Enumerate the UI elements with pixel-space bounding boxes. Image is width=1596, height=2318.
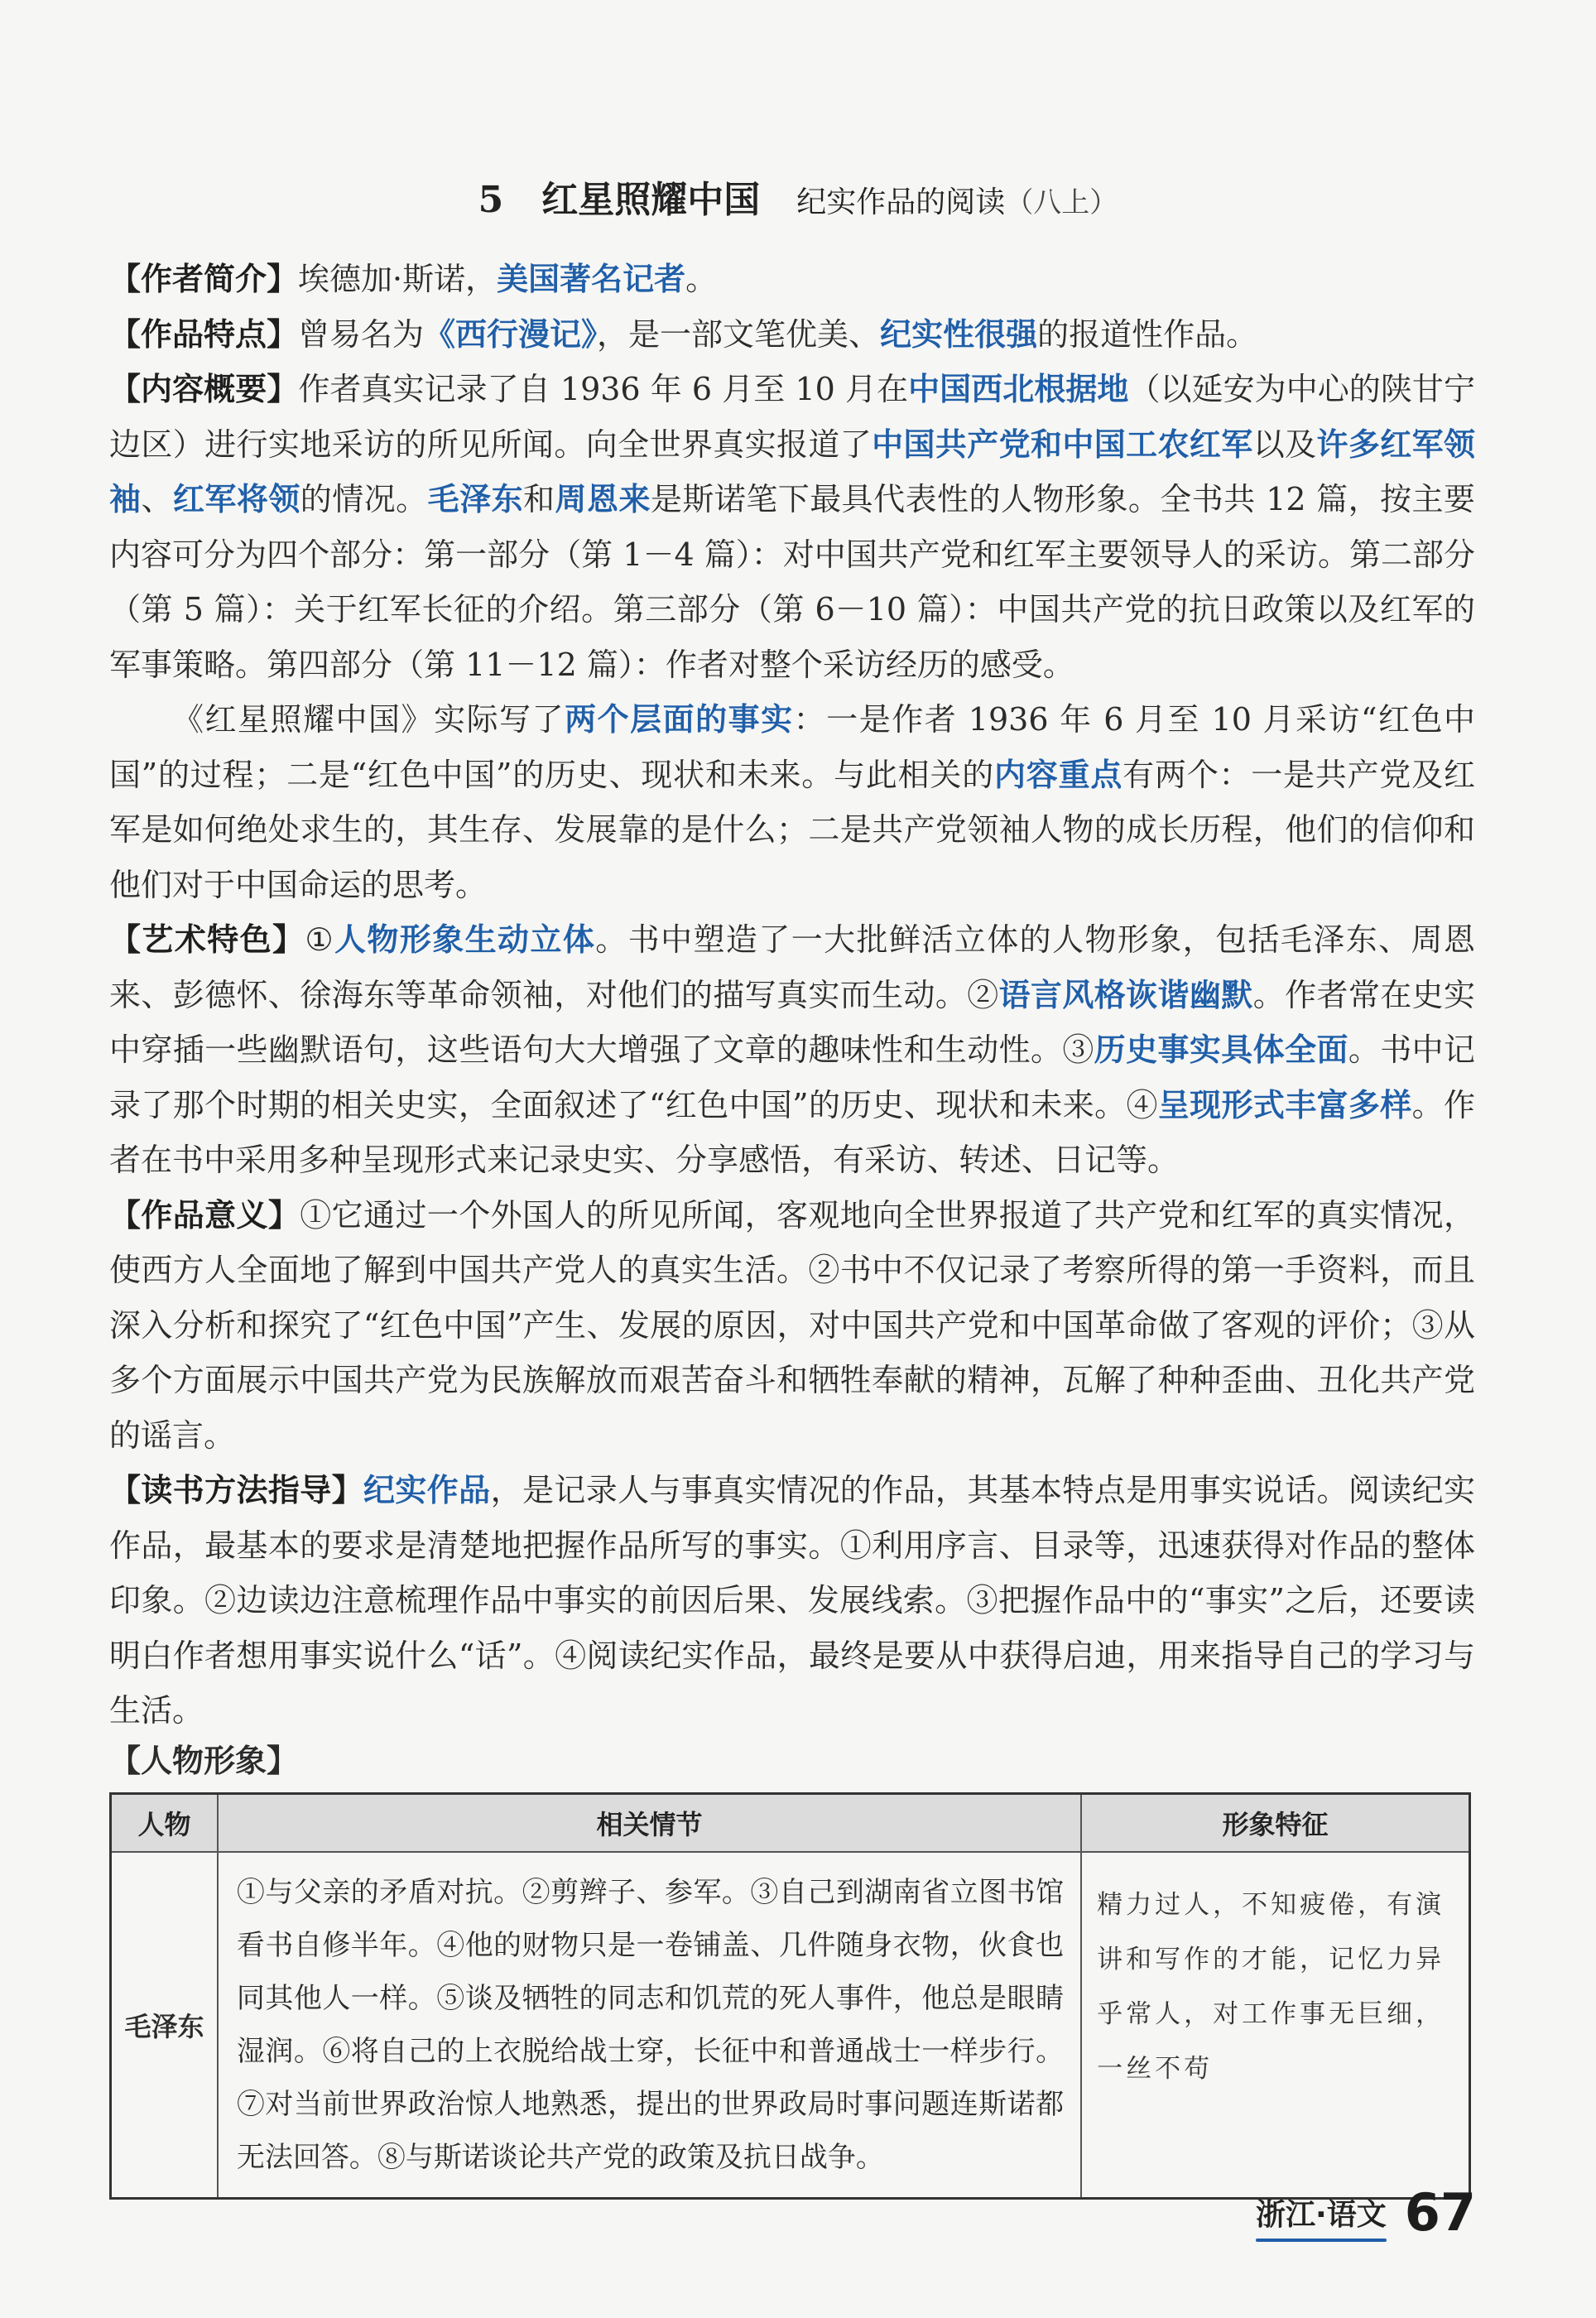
characters-table [109,1792,1471,2200]
highlight: 红军将领 [172,481,300,517]
highlight: 语言风格诙谐幽默 [998,976,1253,1013]
method-paragraph: 【读书方法指导】纪实作品，是记录人与事真实情况的作品，其基本特点是用事实说话。阅读纪实作品，最基本的要求是清楚地把握作品所写的事实。①利用序言、目录等，迅速获得对作品的整体印象。②边读边注意梳理作品中事实的前因后果、发展线索。③把握作品中的“事实”之后，还要读明白作者想用事实说什么“话”。④阅读纪实作品，最终是要从中获得启迪，用来指导自己的学习与生活。 [109,1472,1475,1729]
highlight: 内容重点 [994,756,1123,793]
table-row [111,1852,1470,2199]
highlight: 纪实性很强 [880,315,1038,353]
highlight: 周恩来 [555,481,651,517]
highlight: 两个层面的事实 [565,701,794,738]
highlight: 呈现形式丰富多样 [1157,1086,1412,1123]
content-body [109,252,1475,1738]
highlight: 许多红军领袖 [109,426,1475,517]
page-footer [1256,2182,1476,2243]
grade-note: （八上） [1005,186,1118,219]
method-label: 【读书方法指导】 [109,1472,364,1508]
highlight: 纪实作品 [363,1472,491,1508]
features-label: 【作品特点】 [109,315,299,353]
art-paragraph: 【艺术特色】①人物形象生动立体。书中塑造了一大批鲜活立体的人物形象，包括毛泽东、周恩来、彭德怀、徐海东等革命领袖，对他们的描写真实而生动。②语言风格诙谐幽默。作者常在史实中穿插一些幽默语句，这些语句大大增强了文章的趣味性和生动性。③历史事实具体全面。书中记录了那个时期的相关史实，全面叙述了“红色中国”的历史、现状和未来。④呈现形式丰富多样。作者在书中采用多种呈现形式来记录史实、分享感悟，有采访、转述、日记等。 [109,921,1475,1178]
book-title: 红星照耀中国 [541,179,761,221]
chapter-title [0,170,1596,223]
chapter-number: 5 [478,179,504,221]
footer-region [1256,2191,1387,2234]
plot-cell: ①与父亲的矛盾对抗。②剪辫子、参军。③自己到湖南省立图书馆看书自修半年。④他的财物只是一卷铺盖、几件随身衣物，伙食也同其他人一样。⑤谈及牺牲的同志和饥荒的死人事件，他总是眼睛湿润。⑥将自己的上衣脱给战士穿，长征中和普通战士一样步行。⑦对当前世界政治惊人地熟悉，提出的世界政局时事问题连斯诺都无法回答。⑧与斯诺谈论共产党的政策及抗日战争。 [218,1852,1081,2199]
significance-paragraph: 【作品意义】①它通过一个外国人的所见所闻，客观地向全世界报道了共产党和红军的真实情况，使西方人全面地了解到中国共产党人的真实生活。②书中不仅记录了考察所得的第一手资料，而且深入分析和探究了“红色中国”产生、发展的原因，对中国共产党和中国革命做了客观的评价；③从多个方面展示中国共产党为民族解放而艰苦奋斗和牺牲奉献的精神，瓦解了种种歪曲、丑化共产党的谣言。 [109,1196,1475,1454]
highlight: 中国共产党和中国工农红军 [872,426,1253,463]
highlight: 中国西北根据地 [908,371,1129,407]
art-label: 【艺术特色】 [109,921,305,958]
highlight: 毛泽东 [427,481,524,517]
significance-label: 【作品意义】 [109,1196,300,1234]
page-number: 67 [1404,2182,1476,2243]
facts-paragraph: 《红星照耀中国》实际写了两个层面的事实：一是作者 1936 年 6 月至 10 月采访“红色中国”的过程；二是“红色中国”的历史、现状和未来。与此相关的内容重点有两个：一是共产党及红军是如何绝处求生的，其生存、发展靠的是什么；二是共产党领袖人物的成长历程，他们的信仰和他们对于中国命运的思考。 [109,701,1475,903]
summary-label: 【内容概要】 [109,371,299,407]
header-trait: 形象特征 [1081,1794,1469,1853]
characters-label: 【人物形象】 [109,1743,299,1779]
header-person: 人物 [111,1794,218,1853]
table-header-row [111,1794,1470,1853]
highlight: 美国著名记者 [497,261,686,297]
header-plot: 相关情节 [218,1794,1081,1853]
highlight: 人物形象生动立体 [334,921,596,958]
highlight: 《西行漫记》 [424,315,598,353]
chapter-subtitle: 纪实作品的阅读 [796,185,1006,219]
summary-paragraph: 【内容概要】作者真实记录了自 1936 年 6 月至 10 月在中国西北根据地（以延安为中心的陕甘宁边区）进行实地采访的所见所闻。向全世界真实报道了中国共产党和中国工农红军以及许多红军领袖、红军将领的情况。毛泽东和周恩来是斯诺笔下最具代表性的人物形象。全书共 12 篇，按主要内容可分为四个部分：第一部分（第 1－4 篇）：对中国共产党和红军主要领导人的采访。第二部分（第 5 篇）：关于红军长征的介绍。第三部分（第 6－10 篇）：中国共产党的抗日政策以及红军的军事策略。第四部分（第 11－12 篇）：作者对整个采访经历的感受。 [109,371,1475,683]
trait-cell: 精力过人，不知疲倦，有演讲和写作的才能，记忆力异乎常人，对工作事无巨细，一丝不苟 [1081,1852,1469,2199]
footer-underline [1256,2239,1387,2242]
author-paragraph: 【作者简介】埃德加·斯诺，美国著名记者。 [109,261,718,297]
person-cell: 毛泽东 [111,1852,218,2199]
author-label: 【作者简介】 [109,261,299,297]
highlight: 历史事实具体全面 [1094,1032,1348,1068]
footer-region-text: 浙江·语文 [1256,2198,1387,2232]
features-paragraph: 【作品特点】曾易名为《西行漫记》，是一部文笔优美、纪实性很强的报道性作品。 [109,315,1258,353]
